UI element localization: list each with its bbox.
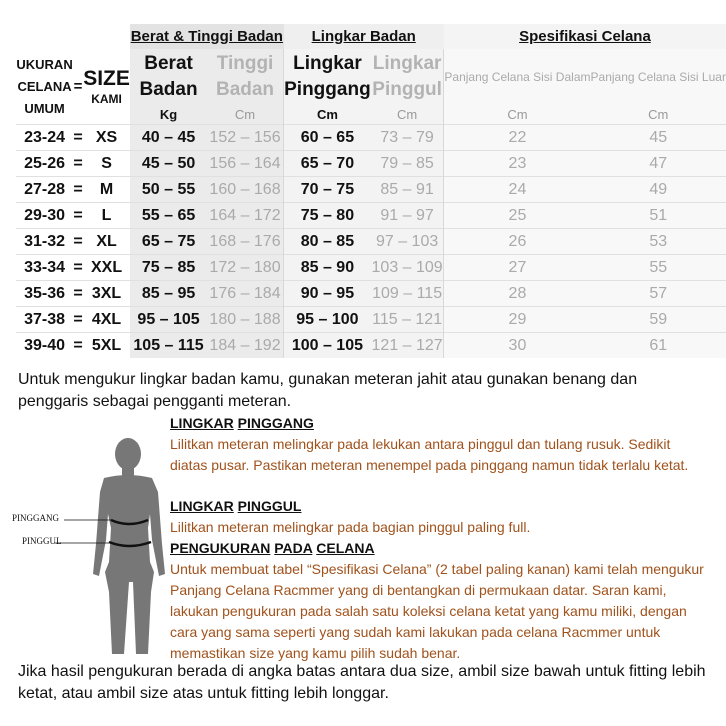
size-chart-table bbox=[16, 24, 726, 358]
cell-luar: 49 bbox=[591, 177, 726, 203]
cell-eq: = bbox=[73, 203, 83, 229]
cell-pinggul: 115 – 121 bbox=[371, 307, 444, 333]
cell-dalam: 26 bbox=[444, 229, 591, 255]
cell-eq: = bbox=[73, 255, 83, 281]
cell-umum: 39-40 bbox=[16, 333, 73, 359]
label-pinggul: PINGGUL bbox=[22, 536, 62, 546]
col-header-berat-badan: Berat Badan bbox=[130, 49, 207, 104]
cell-berat: 40 – 45 bbox=[130, 125, 207, 151]
cell-eq: = bbox=[73, 151, 83, 177]
cell-berat: 50 – 55 bbox=[130, 177, 207, 203]
cell-size: 4XL bbox=[83, 307, 130, 333]
cell-pinggul: 85 – 91 bbox=[371, 177, 444, 203]
cell-tinggi: 172 – 180 bbox=[207, 255, 284, 281]
cell-pinggul: 109 – 115 bbox=[371, 281, 444, 307]
cell-berat: 95 – 105 bbox=[130, 307, 207, 333]
table-row bbox=[16, 177, 726, 203]
unit-dalam: Cm bbox=[444, 104, 591, 125]
unit-pinggul: Cm bbox=[371, 104, 444, 125]
cell-umum: 25-26 bbox=[16, 151, 73, 177]
cell-umum: 33-34 bbox=[16, 255, 73, 281]
cell-size: XXL bbox=[83, 255, 130, 281]
unit-berat: Kg bbox=[130, 104, 207, 125]
label-pinggang: PINGGANG bbox=[12, 513, 59, 523]
unit-tinggi: Cm bbox=[207, 104, 284, 125]
cell-size: XL bbox=[83, 229, 130, 255]
cell-pinggul: 79 – 85 bbox=[371, 151, 444, 177]
outro-text: Jika hasil pengukuran berada di angka batas antara dua size, ambil size bawah untuk fitting lebih ketat, atau ambil size atas untuk fitting lebih longgar. bbox=[18, 663, 706, 702]
group-header-lingkar-badan: Lingkar Badan bbox=[284, 24, 444, 49]
cell-eq: = bbox=[73, 307, 83, 333]
cell-tinggi: 156 – 164 bbox=[207, 151, 284, 177]
col-header-panjang-luar: Panjang Celana Sisi Luar bbox=[591, 49, 726, 104]
cell-size: M bbox=[83, 177, 130, 203]
cell-tinggi: 180 – 188 bbox=[207, 307, 284, 333]
cell-pinggul: 103 – 109 bbox=[371, 255, 444, 281]
cell-dalam: 22 bbox=[444, 125, 591, 151]
body-silhouette-icon bbox=[12, 432, 170, 660]
body-measurement-figure bbox=[12, 432, 170, 660]
cell-dalam: 28 bbox=[444, 281, 591, 307]
cell-berat: 45 – 50 bbox=[130, 151, 207, 177]
cell-pinggang: 60 – 65 bbox=[284, 125, 371, 151]
cell-size: L bbox=[83, 203, 130, 229]
cell-umum: 31-32 bbox=[16, 229, 73, 255]
col-header-equals: = bbox=[73, 78, 83, 95]
intro-text: Untuk mengukur lingkar badan kamu, gunakan meteran jahit atau gunakan benang dan penggaris sebagai pengganti meteran. bbox=[18, 371, 638, 410]
cell-berat: 85 – 95 bbox=[130, 281, 207, 307]
guide-body-lingkar-pinggul: Lilitkan meteran melingkar pada bagian pinggul paling full. bbox=[170, 519, 531, 535]
cell-pinggang: 85 – 90 bbox=[284, 255, 371, 281]
cell-pinggul: 91 – 97 bbox=[371, 203, 444, 229]
table-row bbox=[16, 281, 726, 307]
cell-dalam: 29 bbox=[444, 307, 591, 333]
cell-berat: 55 – 65 bbox=[130, 203, 207, 229]
cell-umum: 23-24 bbox=[16, 125, 73, 151]
cell-dalam: 23 bbox=[444, 151, 591, 177]
guide-title-lingkar-pinggul: LINGKAR PINGGUL bbox=[170, 498, 302, 514]
cell-pinggang: 90 – 95 bbox=[284, 281, 371, 307]
cell-berat: 75 – 85 bbox=[130, 255, 207, 281]
group-header-berat-tinggi: Berat & Tinggi Badan bbox=[130, 24, 283, 49]
cell-pinggul: 97 – 103 bbox=[371, 229, 444, 255]
guide-body-lingkar-pinggang: Lilitkan meteran melingkar pada lekukan antara pinggul dan tulang rusuk. Sedikit diatas pusar. Pastikan meteran menempel pada pinggang namun tidak terlalu ketat. bbox=[170, 436, 689, 473]
cell-dalam: 30 bbox=[444, 333, 591, 359]
cell-dalam: 24 bbox=[444, 177, 591, 203]
col-header-panjang-dalam: Panjang Celana Sisi Dalam bbox=[444, 49, 591, 104]
cell-berat: 105 – 115 bbox=[130, 333, 207, 359]
cell-size: 3XL bbox=[83, 281, 130, 307]
cell-berat: 65 – 75 bbox=[130, 229, 207, 255]
cell-pinggang: 70 – 75 bbox=[284, 177, 371, 203]
table-row bbox=[16, 229, 726, 255]
cell-tinggi: 152 – 156 bbox=[207, 125, 284, 151]
cell-pinggang: 100 – 105 bbox=[284, 333, 371, 359]
cell-pinggul: 121 – 127 bbox=[371, 333, 444, 359]
cell-luar: 57 bbox=[591, 281, 726, 307]
guide-lingkar-pinggang bbox=[170, 413, 710, 476]
table-row bbox=[16, 333, 726, 359]
guide-pengukuran-celana bbox=[170, 538, 710, 664]
table-row bbox=[16, 151, 726, 177]
col-header-ukuran-umum: UKURAN CELANA UMUM bbox=[16, 56, 73, 116]
cell-luar: 45 bbox=[591, 125, 726, 151]
cell-size: S bbox=[83, 151, 130, 177]
guide-title-pengukuran-celana: PENGUKURAN PADA CELANA bbox=[170, 540, 375, 556]
cell-tinggi: 184 – 192 bbox=[207, 333, 284, 359]
col-header-tinggi-badan: Tinggi Badan bbox=[207, 49, 284, 104]
cell-umum: 37-38 bbox=[16, 307, 73, 333]
col-header-size-kami: SIZE KAMI bbox=[83, 66, 130, 106]
cell-luar: 53 bbox=[591, 229, 726, 255]
cell-luar: 61 bbox=[591, 333, 726, 359]
cell-pinggang: 95 – 100 bbox=[284, 307, 371, 333]
cell-tinggi: 168 – 176 bbox=[207, 229, 284, 255]
cell-luar: 59 bbox=[591, 307, 726, 333]
cell-size: 5XL bbox=[83, 333, 130, 359]
cell-luar: 51 bbox=[591, 203, 726, 229]
table-row bbox=[16, 255, 726, 281]
cell-umum: 27-28 bbox=[16, 177, 73, 203]
col-header-lingkar-pinggang: Lingkar Pinggang bbox=[284, 49, 371, 104]
cell-eq: = bbox=[73, 333, 83, 359]
cell-eq: = bbox=[73, 177, 83, 203]
table-row bbox=[16, 203, 726, 229]
table-row bbox=[16, 125, 726, 151]
cell-size: XS bbox=[83, 125, 130, 151]
cell-eq: = bbox=[73, 281, 83, 307]
cell-dalam: 25 bbox=[444, 203, 591, 229]
table-row bbox=[16, 307, 726, 333]
cell-luar: 55 bbox=[591, 255, 726, 281]
cell-pinggang: 65 – 70 bbox=[284, 151, 371, 177]
cell-umum: 35-36 bbox=[16, 281, 73, 307]
cell-pinggang: 75 – 80 bbox=[284, 203, 371, 229]
cell-tinggi: 160 – 168 bbox=[207, 177, 284, 203]
cell-eq: = bbox=[73, 125, 83, 151]
cell-tinggi: 176 – 184 bbox=[207, 281, 284, 307]
group-header-spesifikasi: Spesifikasi Celana bbox=[444, 24, 726, 49]
cell-luar: 47 bbox=[591, 151, 726, 177]
cell-tinggi: 164 – 172 bbox=[207, 203, 284, 229]
cell-dalam: 27 bbox=[444, 255, 591, 281]
col-header-lingkar-pinggul: Lingkar Pinggul bbox=[371, 49, 444, 104]
cell-eq: = bbox=[73, 229, 83, 255]
unit-pinggang: Cm bbox=[284, 104, 371, 125]
cell-pinggang: 80 – 85 bbox=[284, 229, 371, 255]
cell-umum: 29-30 bbox=[16, 203, 73, 229]
unit-luar: Cm bbox=[591, 104, 726, 125]
guide-lingkar-pinggul bbox=[170, 496, 710, 538]
guide-title-lingkar-pinggang: LINGKAR PINGGANG bbox=[170, 415, 314, 431]
cell-pinggul: 73 – 79 bbox=[371, 125, 444, 151]
guide-body-pengukuran-celana: Untuk membuat tabel “Spesifikasi Celana” (2 tabel paling kanan) kami telah mengukur Panjang Celana Racmmer yang di bentangkan di permukaan datar. Saran kami, lakukan pengukuran pada salah satu koleksi celana ketat yang kamu miliki, dengan cara yang sama seperti yang sudah kami lakukan pada celana Racmmer untuk memastikan size yang kamu pilih sudah benar. bbox=[170, 561, 704, 661]
